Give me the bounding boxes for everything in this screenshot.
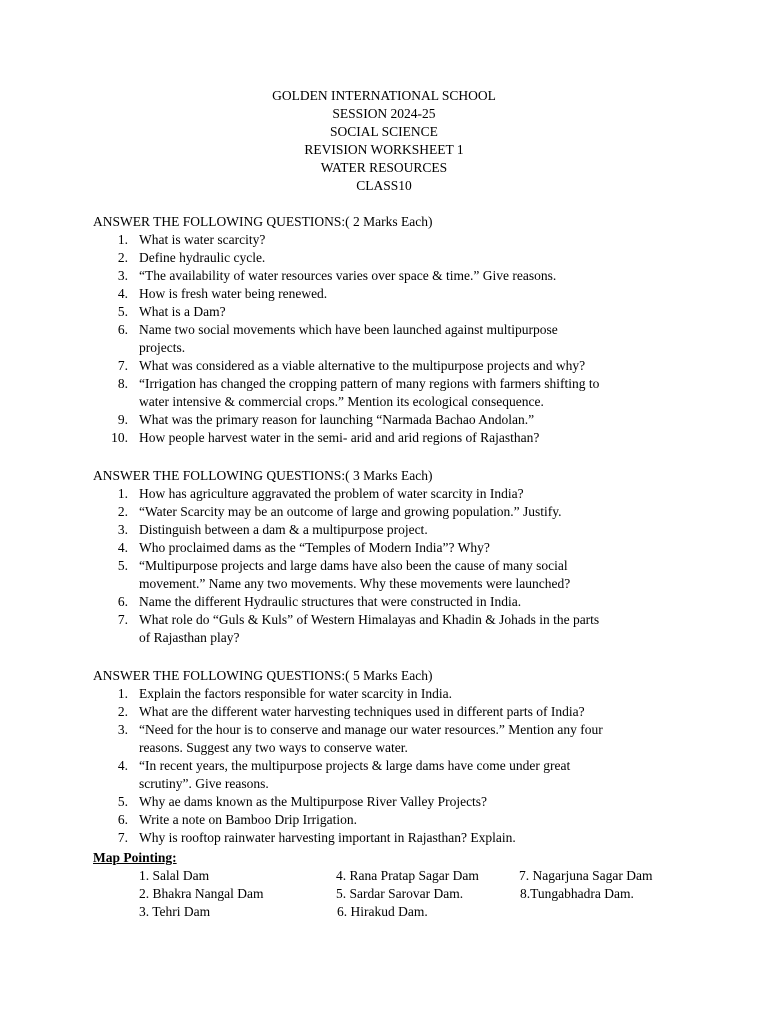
question-item (93, 829, 713, 847)
question-text-line: What was the primary reason for launching “Narmada Bachao Andolan.” (139, 412, 535, 427)
question-number: 5. (117, 304, 128, 319)
question-number: 4. (117, 286, 128, 301)
topic-title: WATER RESOURCES (320, 160, 448, 175)
question-number: 7. (117, 358, 128, 373)
question-text-line: How people harvest water in the semi- arid and arid regions of Rajasthan? (139, 430, 540, 445)
question-item (93, 593, 713, 611)
question-item (93, 375, 713, 411)
question-item (93, 811, 713, 829)
question-text-line: How is fresh water being renewed. (139, 286, 328, 301)
map-item: 8.Tungabhadra Dam. (520, 886, 634, 901)
question-text-line: Define hydraulic cycle. (139, 250, 266, 265)
question-text-line: Why is rooftop rainwater harvesting important in Rajasthan? Explain. (139, 830, 516, 845)
question-number: 3. (117, 268, 128, 283)
question-number: 5. (117, 794, 128, 809)
question-list (93, 485, 713, 647)
map-pointing-title: Map Pointing: (93, 850, 177, 865)
question-item (93, 503, 713, 521)
question-item (93, 757, 713, 793)
question-text-line: “Irrigation has changed the cropping pattern of many regions with farmers shifting to (139, 376, 600, 391)
question-number: 6. (117, 322, 128, 337)
section-title: ANSWER THE FOLLOWING QUESTIONS:( 2 Marks Each) (93, 214, 433, 229)
question-item (93, 703, 713, 721)
map-pointing-section (93, 849, 713, 921)
question-item (93, 267, 713, 285)
question-text-line: What is a Dam? (139, 304, 226, 319)
question-number: 3. (117, 522, 128, 537)
question-number: 7. (117, 830, 128, 845)
question-item (93, 321, 713, 357)
question-text-line: movement.” Name any two movements. Why these movements were launched? (139, 576, 571, 591)
question-item (93, 721, 713, 757)
map-item: 3. Tehri Dam (139, 904, 211, 919)
question-text-line: Write a note on Bamboo Drip Irrigation. (139, 812, 358, 827)
question-number: 6. (117, 594, 128, 609)
question-item (93, 285, 713, 303)
question-number: 2. (117, 504, 128, 519)
question-list (93, 231, 713, 447)
worksheet-header (0, 87, 768, 195)
question-text-line: Who proclaimed dams as the “Temples of Modern India”? Why? (139, 540, 490, 555)
section-5-marks (93, 667, 713, 847)
question-number: 2. (117, 704, 128, 719)
section-3-marks (93, 467, 713, 647)
question-number: 4. (117, 758, 128, 773)
question-text-line: “The availability of water resources varies over space & time.” Give reasons. (139, 268, 557, 283)
question-number: 3. (117, 722, 128, 737)
question-item (93, 685, 713, 703)
question-text-line: scrutiny”. Give reasons. (139, 776, 269, 791)
subject-label: SOCIAL SCIENCE (330, 124, 438, 139)
map-item: 7. Nagarjuna Sagar Dam (519, 868, 653, 883)
question-list (93, 685, 713, 847)
map-item: 5. Sardar Sarovar Dam. (336, 886, 464, 901)
question-text-line: Name two social movements which have been launched against multipurpose (139, 322, 558, 337)
question-item (93, 303, 713, 321)
question-item (93, 429, 713, 447)
question-number: 9. (117, 412, 128, 427)
question-item (93, 557, 713, 593)
question-text-line: Distinguish between a dam & a multipurpose project. (139, 522, 428, 537)
question-text-line: How has agriculture aggravated the problem of water scarcity in India? (139, 486, 524, 501)
question-item (93, 611, 713, 647)
section-2-marks (93, 213, 713, 447)
section-title: ANSWER THE FOLLOWING QUESTIONS:( 5 Marks Each) (93, 668, 433, 683)
question-text-line: What is water scarcity? (139, 232, 266, 247)
question-number: 6. (117, 812, 128, 827)
question-item (93, 357, 713, 375)
question-text-line: What role do “Guls & Kuls” of Western Himalayas and Khadin & Johads in the parts (139, 612, 600, 627)
question-text-line: What are the different water harvesting techniques used in different parts of India? (139, 704, 585, 719)
question-item (93, 485, 713, 503)
question-text-line: “Water Scarcity may be an outcome of large and growing population.” Justify. (139, 504, 562, 519)
class-label: CLASS10 (356, 178, 412, 193)
question-item (93, 411, 713, 429)
question-text-line: projects. (139, 340, 186, 355)
question-text-line: Name the different Hydraulic structures that were constructed in India. (139, 594, 522, 609)
question-item (93, 231, 713, 249)
map-item: 1. Salal Dam (139, 868, 210, 883)
question-number: 8. (117, 376, 128, 391)
worksheet-title: REVISION WORKSHEET 1 (304, 142, 464, 157)
question-number: 5. (117, 558, 128, 573)
question-item (93, 521, 713, 539)
school-name: GOLDEN INTERNATIONAL SCHOOL (272, 88, 496, 103)
question-item (93, 793, 713, 811)
question-number: 1. (117, 486, 128, 501)
map-item: 2. Bhakra Nangal Dam (139, 886, 264, 901)
map-pointing-list (93, 867, 713, 921)
question-number: 10. (111, 430, 128, 445)
question-text-line: “Need for the hour is to conserve and manage our water resources.” Mention any four (139, 722, 603, 737)
map-item: 4. Rana Pratap Sagar Dam (336, 868, 479, 883)
question-text-line: Explain the factors responsible for water scarcity in India. (139, 686, 453, 701)
session-label: SESSION 2024-25 (332, 106, 436, 121)
question-text-line: “Multipurpose projects and large dams have also been the cause of many social (139, 558, 568, 573)
question-number: 7. (117, 612, 128, 627)
question-number: 4. (117, 540, 128, 555)
question-text-line: “In recent years, the multipurpose projects & large dams have come under great (139, 758, 571, 773)
question-text-line: water intensive & commercial crops.” Mention its ecological consequence. (139, 394, 544, 409)
section-title: ANSWER THE FOLLOWING QUESTIONS:( 3 Marks Each) (93, 468, 433, 483)
question-text-line: of Rajasthan play? (139, 630, 240, 645)
question-text-line: Why ae dams known as the Multipurpose River Valley Projects? (139, 794, 488, 809)
question-number: 1. (117, 686, 128, 701)
map-item: 6. Hirakud Dam. (337, 904, 428, 919)
question-number: 2. (117, 250, 128, 265)
question-item (93, 249, 713, 267)
question-item (93, 539, 713, 557)
question-text-line: What was considered as a viable alternative to the multipurpose projects and why? (139, 358, 586, 373)
question-number: 1. (117, 232, 128, 247)
question-text-line: reasons. Suggest any two ways to conserve water. (139, 740, 408, 755)
